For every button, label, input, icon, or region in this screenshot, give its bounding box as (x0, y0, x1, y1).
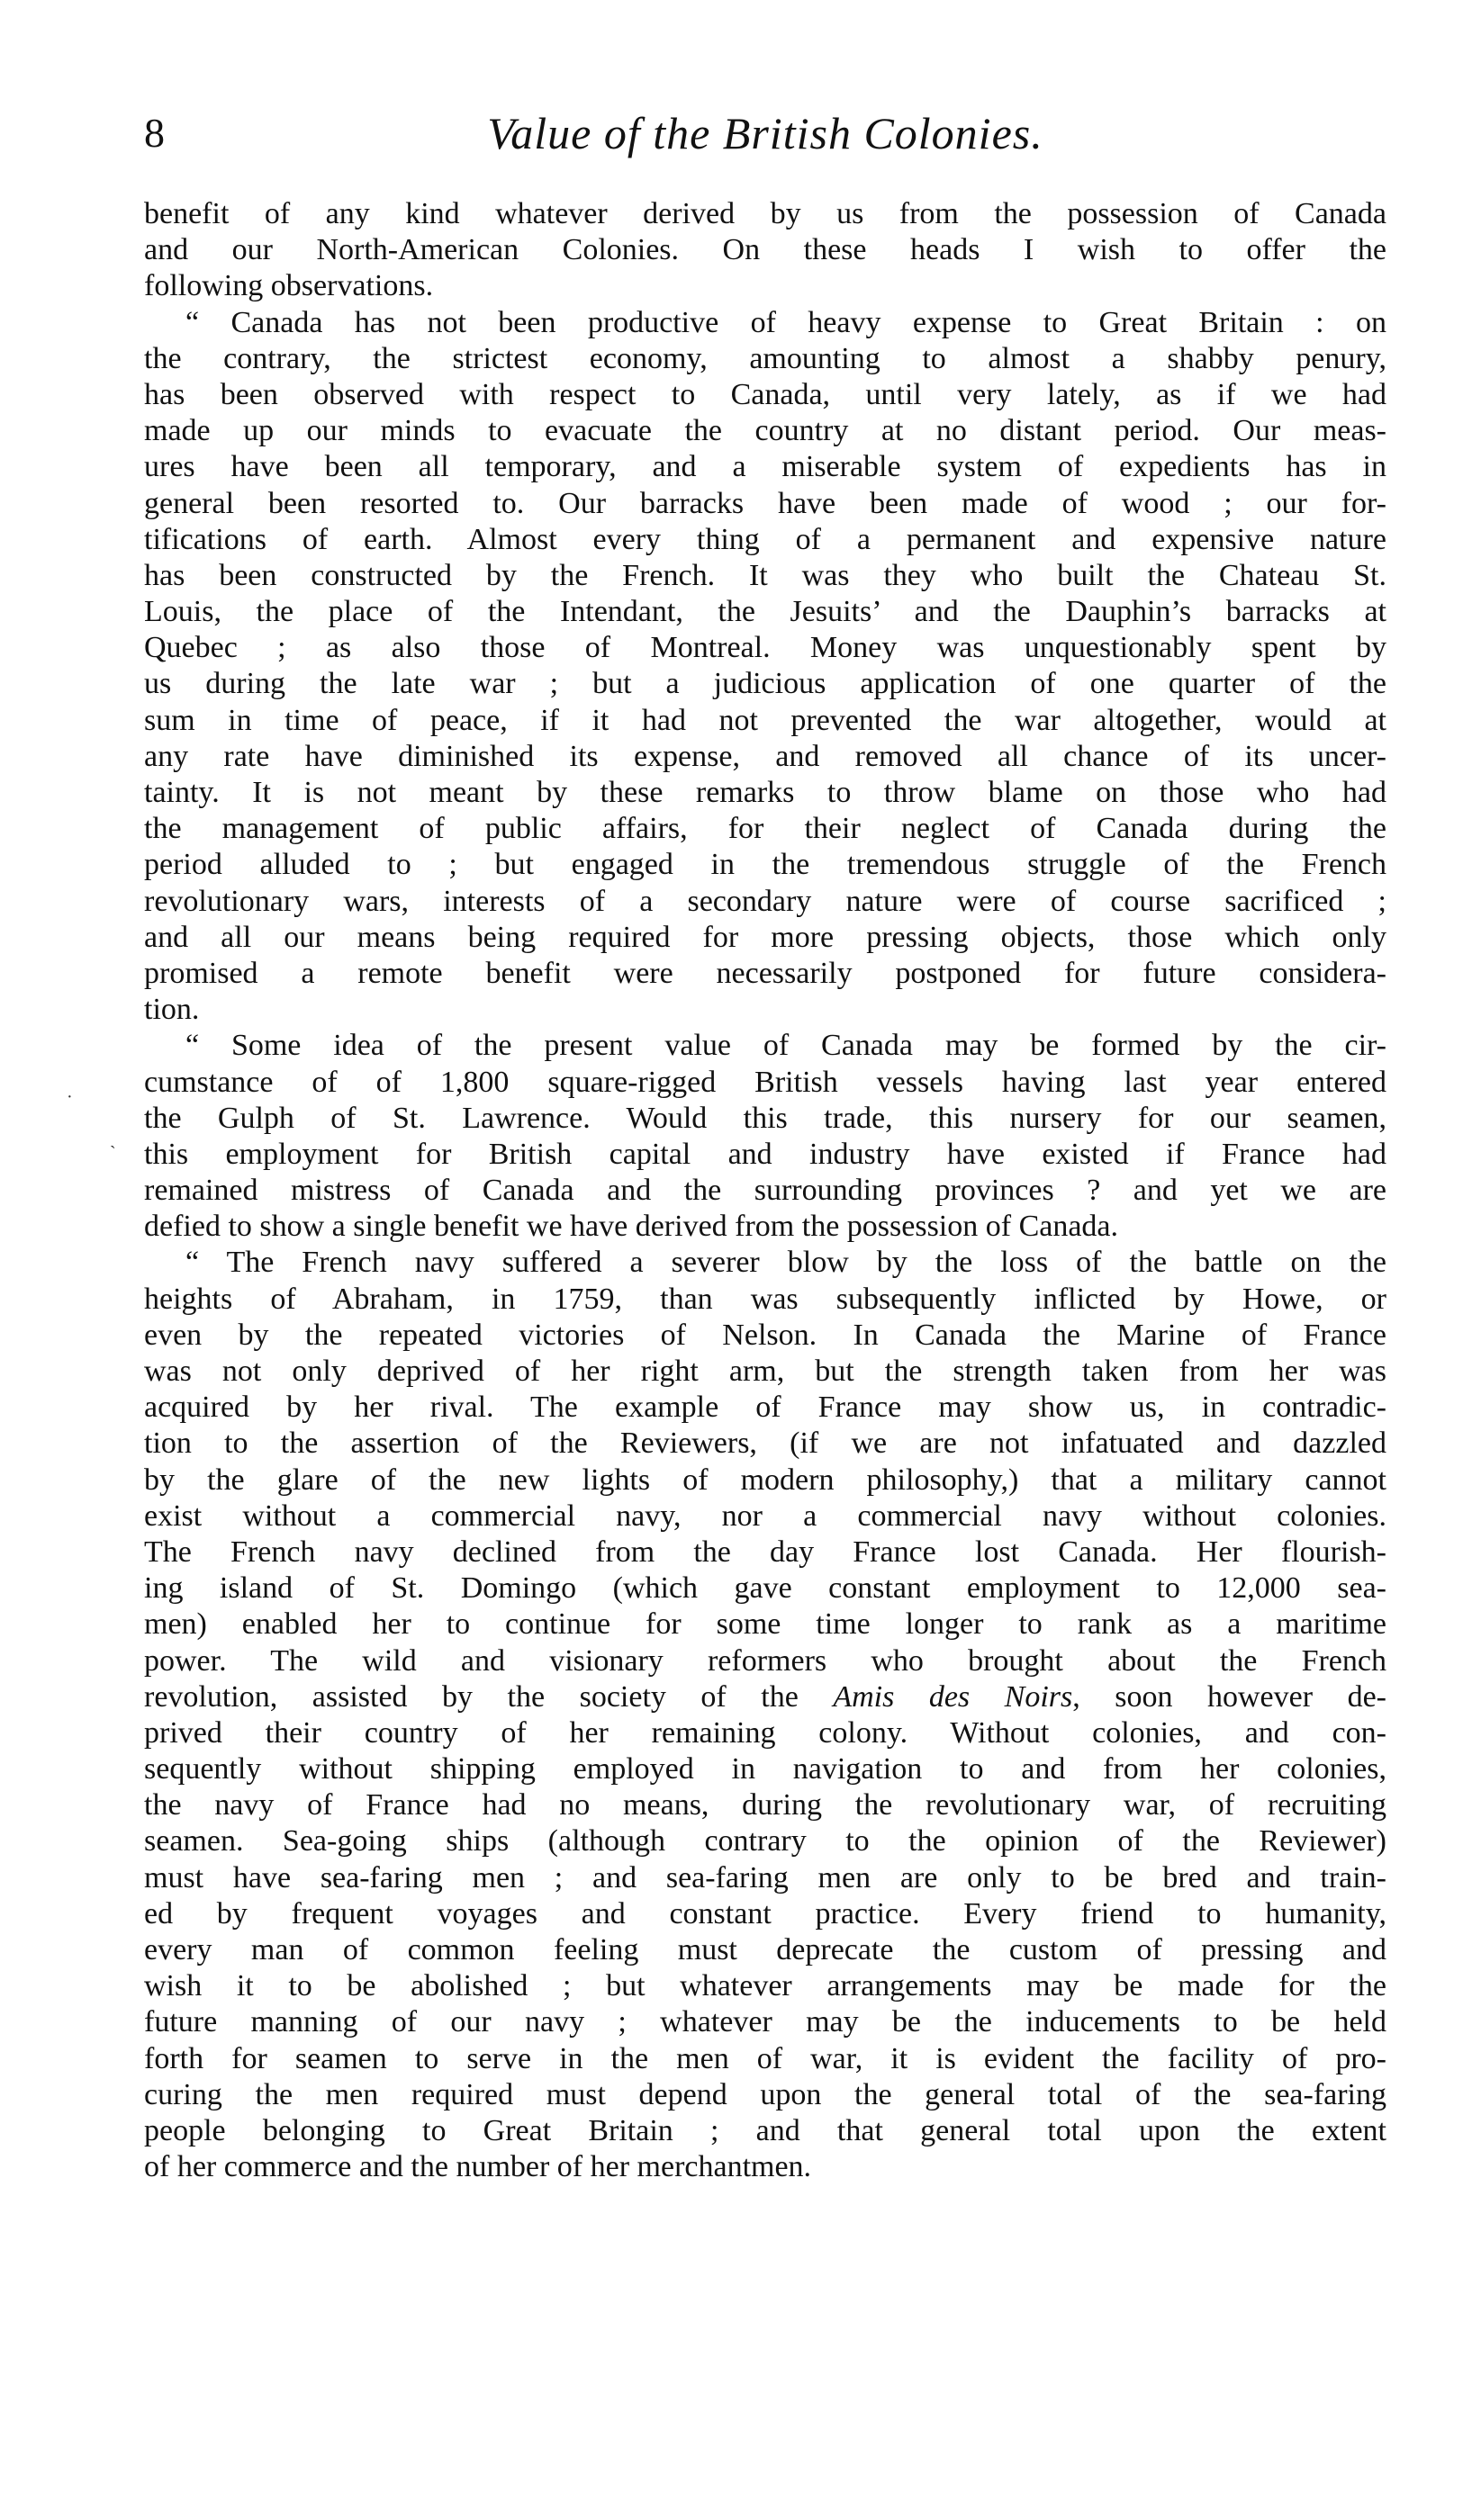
text-line: this employment for British capital and industry have existed if France had (144, 1137, 1386, 1171)
text-line: ed by frequent voyages and constant practice. Every friend to humanity, (144, 1896, 1386, 1930)
page-number: 8 (144, 110, 165, 156)
text-line: the contrary, the strictest economy, amounting to almost a shabby penury, (144, 341, 1386, 375)
text-line: has been observed with respect to Canada, until very lately, as if we had (144, 377, 1386, 411)
text-line: tion to the assertion of the Reviewers, (if we are not infatuated and dazzled (144, 1426, 1386, 1461)
paragraph (144, 1028, 1386, 1245)
margin-dot-mark: · (67, 1087, 73, 1107)
text-line: made up our minds to evacuate the country at no distant period. Our meas- (144, 414, 1386, 448)
text-line: by the glare of the new lights of modern philosophy,) that a military cannot (144, 1462, 1386, 1497)
text-line: remained mistress of Canada and the surrounding provinces ? and yet we are (144, 1174, 1386, 1208)
text-line: seamen. Sea-going ships (although contrary to the opinion of the Reviewer) (144, 1824, 1386, 1858)
text-line: acquired by her rival. The example of France may show us, in contradic- (144, 1390, 1386, 1425)
text-line: men) enabled her to continue for some time longer to rank as a maritime (144, 1607, 1386, 1642)
text-line: sum in time of peace, if it had not prevented the war altogether, would at (144, 703, 1386, 737)
italic-phrase: Amis des Noirs (833, 1679, 1073, 1714)
text-line: curing the men required must depend upon the general total of the sea-faring (144, 2077, 1386, 2111)
text-line: cumstance of of 1,800 square-rigged British vessels having last year entered (144, 1065, 1386, 1099)
text-line: the navy of France had no means, during the revolutionary war, of recruiting (144, 1788, 1386, 1822)
text-line: sequently without shipping employed in navigation to and from her colonies, (144, 1752, 1386, 1786)
paragraph (144, 1245, 1386, 2185)
text-line: ures have been all temporary, and a miserable system of expedients has in (144, 450, 1386, 484)
text-line: Quebec ; as also those of Montreal. Money was unquestionably spent by (144, 631, 1386, 665)
text-line: general been resorted to. Our barracks have been made of wood ; our for- (144, 486, 1386, 520)
running-title: Value of the British Colonies. (487, 108, 1043, 158)
text-line: people belonging to Great Britain ; and that general total upon the extent (144, 2113, 1386, 2147)
text-line: has been constructed by the French. It was they who built the Chateau St. (144, 558, 1386, 592)
text-line: wish it to be abolished ; but whatever arrangements may be made for the (144, 1969, 1386, 2003)
text-line: heights of Abraham, in 1759, than was subsequently inflicted by Howe, or (144, 1282, 1386, 1316)
text-line: tifications of earth. Almost every thing of a permanent and expensive nature (144, 522, 1386, 556)
text-line: was not only deprived of her right arm, but the strength taken from her was (144, 1354, 1386, 1388)
text-line: The French navy declined from the day France lost Canada. Her flourish- (144, 1534, 1386, 1569)
margin-tick-mark: ` (110, 1143, 116, 1163)
text-line: defied to show a single benefit we have derived from the possession of Canada. (144, 1210, 1119, 1244)
text-line: prived their country of her remaining colony. Without colonies, and con- (144, 1715, 1386, 1750)
text-line: the management of public affairs, for their neglect of Canada during the (144, 812, 1386, 846)
text-line: of her commerce and the number of her merchantmen. (144, 2150, 812, 2184)
text-line: “ Some idea of the present value of Canada may be formed by the cir- (185, 1029, 1386, 1063)
text-line: tainty. It is not meant by these remarks to throw blame on those who had (144, 776, 1386, 809)
text-line: following observations. (144, 269, 434, 303)
text-line: us during the late war ; but a judicious application of one quarter of the (144, 667, 1386, 701)
text-line: the Gulph of St. Lawrence. Would this trade, this nursery for our seamen, (144, 1101, 1386, 1135)
text-line: Louis, the place of the Intendant, the Jesuits’ and the Dauphin’s barracks at (144, 595, 1386, 629)
text-line: future manning of our navy ; whatever may be the inducements to be held (144, 2005, 1386, 2039)
text-line: ing island of St. Domingo (which gave constant employment to 12,000 sea- (144, 1571, 1386, 1606)
text-line: promised a remote benefit were necessarily postponed for future considera- (144, 956, 1386, 990)
text-line: every man of common feeling must deprecate the custom of pressing and (144, 1933, 1386, 1966)
text-line: any rate have diminished its expense, and removed all chance of its uncer- (144, 739, 1386, 773)
paragraph (144, 196, 1386, 305)
page-header (144, 106, 1386, 160)
text-line: benefit of any kind whatever derived by us from the possession of Canada (144, 197, 1386, 230)
text-line: and our North-American Colonies. On these heads I wish to offer the (144, 233, 1386, 267)
text-line: and all our means being required for more pressing objects, those which only (144, 920, 1386, 954)
text-line: even by the repeated victories of Nelson. In Canada the Marine of France (144, 1318, 1386, 1352)
text-line: “ Canada has not been productive of heavy expense to Great Britain : on (185, 305, 1386, 339)
body-text (144, 196, 1386, 2185)
text-line: exist without a commercial navy, nor a commercial navy without colonies. (144, 1498, 1386, 1533)
text-line: revolution, assisted by the society of the Amis des Noirs, soon however de- (144, 1679, 1386, 1714)
text-line: tion. (144, 993, 200, 1027)
text-line: power. The wild and visionary reformers who brought about the French (144, 1643, 1386, 1678)
text-line: forth for seamen to serve in the men of war, it is evident the facility of pro- (144, 2041, 1386, 2075)
text-line: period alluded to ; but engaged in the tremendous struggle of the French (144, 848, 1386, 882)
text-line: “ The French navy suffered a severer blow by the loss of the battle on the (185, 1246, 1386, 1280)
paragraph (144, 305, 1386, 1029)
text-line: must have sea-faring men ; and sea-faring men are only to be bred and train- (144, 1860, 1386, 1894)
text-line: revolutionary wars, interests of a secondary nature were of course sacrificed ; (144, 884, 1386, 918)
